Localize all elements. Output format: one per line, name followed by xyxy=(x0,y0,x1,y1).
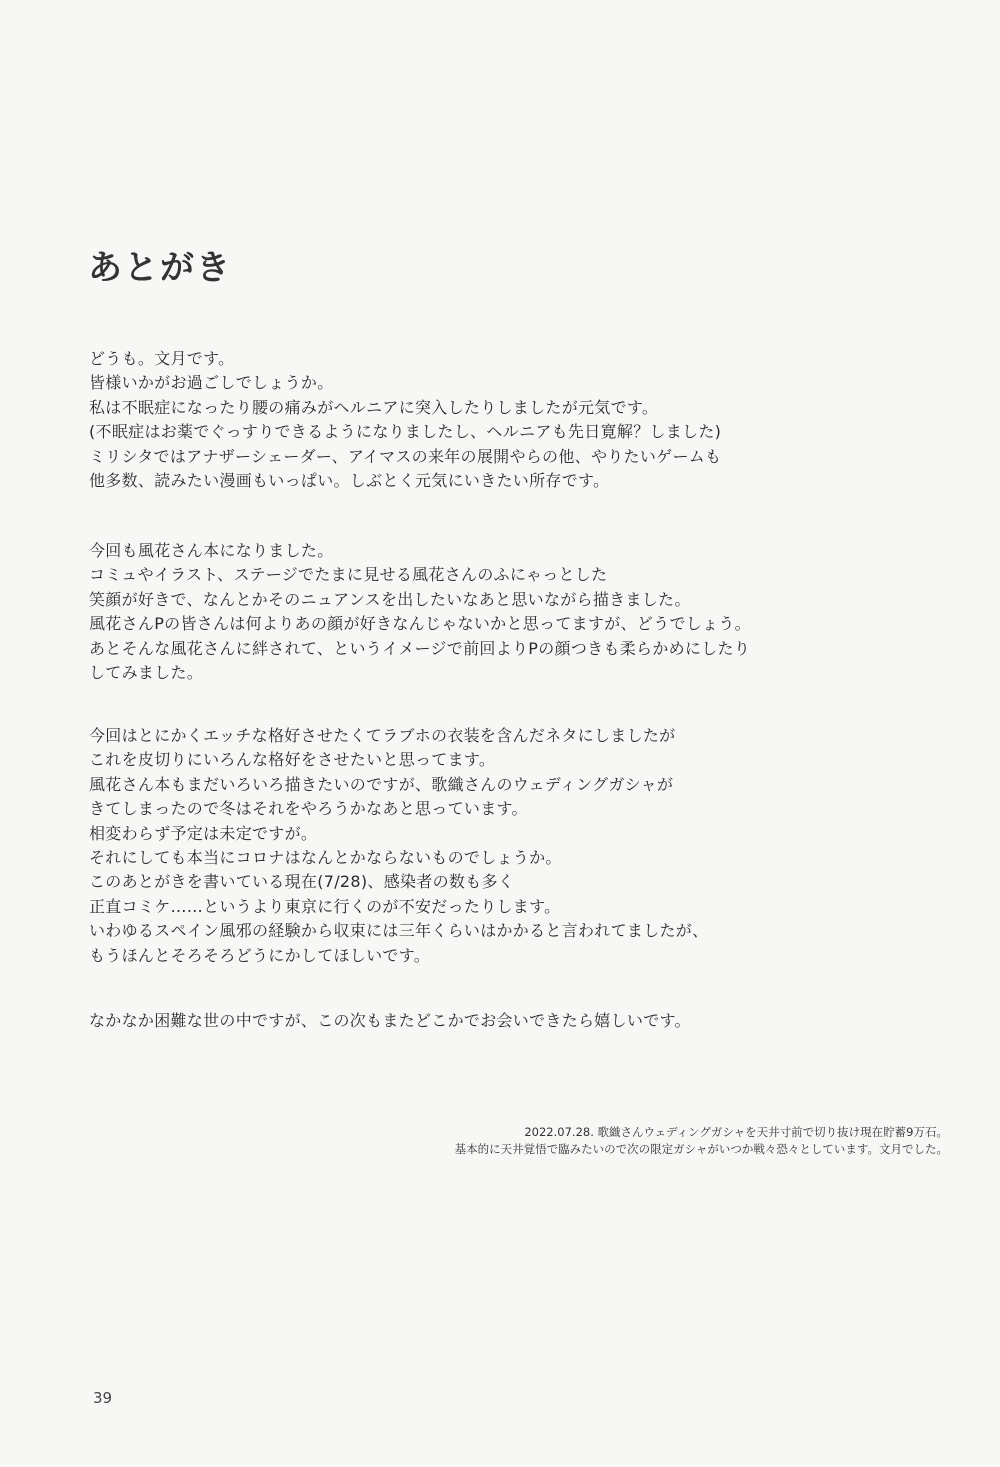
paragraph-greeting xyxy=(89,347,721,493)
text-line: それにしても本当にコロナはなんとかならないものでしょうか。 xyxy=(89,848,562,868)
paragraph-plans xyxy=(89,724,708,968)
page-title: あとがき xyxy=(88,248,232,288)
text-line: 他多数、読みたい漫画もいっぱい。しぶとく元気にいきたい所存です。 xyxy=(89,471,610,491)
text-line: どうも。文月です。 xyxy=(89,349,235,368)
text-line: 正直コミケ……というより東京に行くのが不安だったりします。 xyxy=(89,896,561,916)
text-line: いわゆるスペイン風邪の経験から収束には三年くらいはかかると言われてましたが、 xyxy=(89,921,709,941)
text-line: 今回も風花さん本になりました。 xyxy=(89,541,334,560)
text-line: 相変わらず予定は未定ですが。 xyxy=(89,823,318,843)
text-line: このあとがきを書いている現在(7/28)、感染者の数も多く xyxy=(89,872,515,892)
text-line: もうほんとそろそろどうにかしてほしいです。 xyxy=(89,945,431,965)
postscript-line: 2022.07.28. 歌織さんウェディングガシャを天井寸前で切り抜け現在貯蓄9万石。 xyxy=(524,1125,948,1139)
text-line: コミュやイラスト、ステージでたまに見せる風花さんのふにゃっとした xyxy=(89,565,608,585)
page-number: 39 xyxy=(93,1389,113,1407)
text-line: これを皮切りにいろんな格好をさせたいと思ってます。 xyxy=(89,750,496,770)
paragraph-closing xyxy=(89,1009,691,1033)
text-line: 今回はとにかくエッチな格好させたくてラブホの衣装を含んだネタにしましたが xyxy=(89,726,676,745)
text-line: 風花さん本もまだいろいろ描きたいのですが、歌織さんのウェディングガシャが xyxy=(89,774,674,794)
text-line: してみました。 xyxy=(89,663,204,683)
text-line: 私は不眠症になったり腰の痛みがヘルニアに突入したりしましたが元気です。 xyxy=(89,397,659,417)
text-line: ミリシタではアナザーシェーダー、アイマスの来年の展開やらの他、やりたいゲームも xyxy=(89,446,722,466)
postscript-note xyxy=(455,1124,948,1158)
text-line: 風花さんPの皆さんは何よりあの顔が好きなんじゃないかと思ってますが、どうでしょう。 xyxy=(89,614,751,634)
text-line: あとそんな風花さんに絆されて、というイメージで前回よりPの顔つきも柔らかめにしたり xyxy=(89,638,751,658)
paragraph-book-theme xyxy=(89,539,751,685)
text-line: 笑顔が好きで、なんとかそのニュアンスを出したいなあと思いながら描きました。 xyxy=(89,589,691,609)
postscript-line: 基本的に天井覚悟で臨みたいので次の限定ガシャがいつか戦々恐々としています。文月でした。 xyxy=(454,1142,948,1156)
text-line: 皆様いかがお過ごしでしょうか。 xyxy=(89,373,334,393)
text-line: (不眠症はお薬でぐっすりできるようになりましたし、ヘルニアも先日寛解？しました) xyxy=(89,422,722,442)
text-line: きてしまったので冬はそれをやろうかなあと思っています。 xyxy=(89,799,528,819)
text-line: なかなか困難な世の中ですが、この次もまたどこかでお会いできたら嬉しいです。 xyxy=(89,1011,691,1030)
